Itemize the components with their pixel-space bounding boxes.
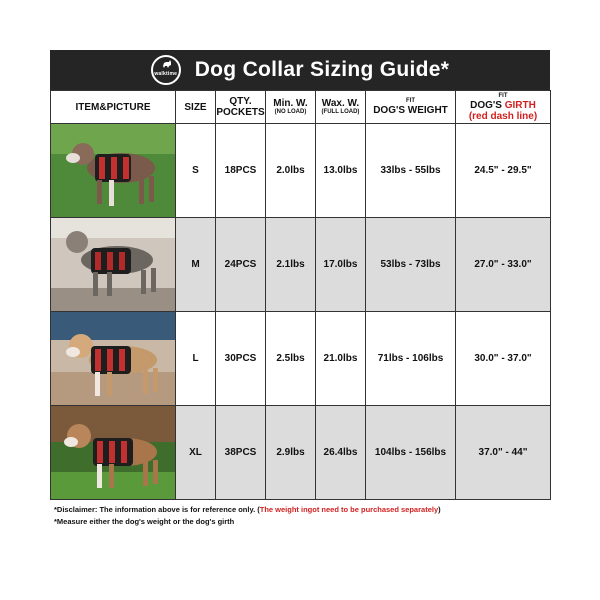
table-row xyxy=(51,124,551,218)
cell-qty: 30PCS xyxy=(216,312,266,406)
cell-max-weight: 21.0lbs xyxy=(316,312,366,406)
disclaimer-end: ) xyxy=(438,505,441,514)
cell-dog-girth: 27.0" - 33.0" xyxy=(456,218,551,312)
cell-qty: 24PCS xyxy=(216,218,266,312)
col-weight-small: FIT xyxy=(406,98,415,104)
cell-min-weight: 2.0lbs xyxy=(266,124,316,218)
cell-size: L xyxy=(176,312,216,406)
sizing-guide xyxy=(50,50,550,528)
disclaimer-line2: *Measure either the dog's weight or the dog's girth xyxy=(54,517,235,526)
brand-logo xyxy=(151,55,181,85)
cell-size: M xyxy=(176,218,216,312)
table-header-row xyxy=(51,91,551,124)
dog-photo-s xyxy=(51,124,176,218)
page-title: Dog Collar Sizing Guide* xyxy=(194,58,450,81)
dog-harness-photo xyxy=(51,312,175,405)
cell-qty: 18PCS xyxy=(216,124,266,218)
col-min-line1: Min. W. xyxy=(273,98,308,109)
cell-size: XL xyxy=(176,406,216,500)
dog-harness-photo xyxy=(51,406,175,499)
disclaimer-red-note: The weight ingot need to be purchased separately xyxy=(259,505,439,514)
cell-max-weight: 26.4lbs xyxy=(316,406,366,500)
col-size: SIZE xyxy=(176,91,216,124)
cell-min-weight: 2.5lbs xyxy=(266,312,316,406)
cell-dog-weight: 33lbs - 55lbs xyxy=(366,124,456,218)
col-min-weight xyxy=(266,91,316,124)
col-girth-small: FIT xyxy=(498,92,508,99)
cell-dog-weight: 71lbs - 106lbs xyxy=(366,312,456,406)
cell-dog-girth: 24.5" - 29.5" xyxy=(456,124,551,218)
dog-logo-icon xyxy=(162,60,172,68)
cell-qty: 38PCS xyxy=(216,406,266,500)
col-girth-prefix: DOG'S xyxy=(470,99,505,111)
dog-photo-m xyxy=(51,218,176,312)
dog-photo-l xyxy=(51,312,176,406)
cell-dog-weight: 104lbs - 156lbs xyxy=(366,406,456,500)
cell-min-weight: 2.1lbs xyxy=(266,218,316,312)
dog-harness-photo xyxy=(51,124,175,217)
cell-size: S xyxy=(176,124,216,218)
disclaimer-line1 xyxy=(54,504,550,516)
col-qty xyxy=(216,91,266,124)
col-max-weight xyxy=(316,91,366,124)
table-row xyxy=(51,218,551,312)
disclaimer xyxy=(50,504,550,528)
title-banner xyxy=(50,50,550,90)
dog-photo-xl xyxy=(51,406,176,500)
col-dog-girth xyxy=(456,91,551,124)
col-girth-red: GIRTH xyxy=(504,99,536,111)
col-max-line1: Wax. W. xyxy=(321,98,360,109)
table-row xyxy=(51,406,551,500)
col-weight-line: DOG'S WEIGHT xyxy=(373,105,448,116)
cell-max-weight: 13.0lbs xyxy=(316,124,366,218)
cell-dog-weight: 53lbs - 73lbs xyxy=(366,218,456,312)
col-girth-note: (red dash line) xyxy=(468,110,538,122)
cell-dog-girth: 30.0" - 37.0" xyxy=(456,312,551,406)
table-row xyxy=(51,312,551,406)
logo-text: walktime xyxy=(154,71,178,77)
col-item: ITEM&PICTURE xyxy=(51,91,176,124)
col-qty-line2: POCKETS xyxy=(216,107,265,118)
disclaimer-text: *Disclaimer: The information above is for reference only. ( xyxy=(54,505,260,514)
cell-max-weight: 17.0lbs xyxy=(316,218,366,312)
cell-dog-girth: 37.0" - 44" xyxy=(456,406,551,500)
sizing-table xyxy=(50,90,551,500)
col-min-sub: (NO LOAD) xyxy=(274,109,307,115)
cell-min-weight: 2.9lbs xyxy=(266,406,316,500)
dog-harness-photo xyxy=(51,218,175,311)
col-max-sub: (FULL LOAD) xyxy=(321,109,360,115)
col-dog-weight xyxy=(366,91,456,124)
col-qty-line1: QTY. xyxy=(229,96,252,107)
